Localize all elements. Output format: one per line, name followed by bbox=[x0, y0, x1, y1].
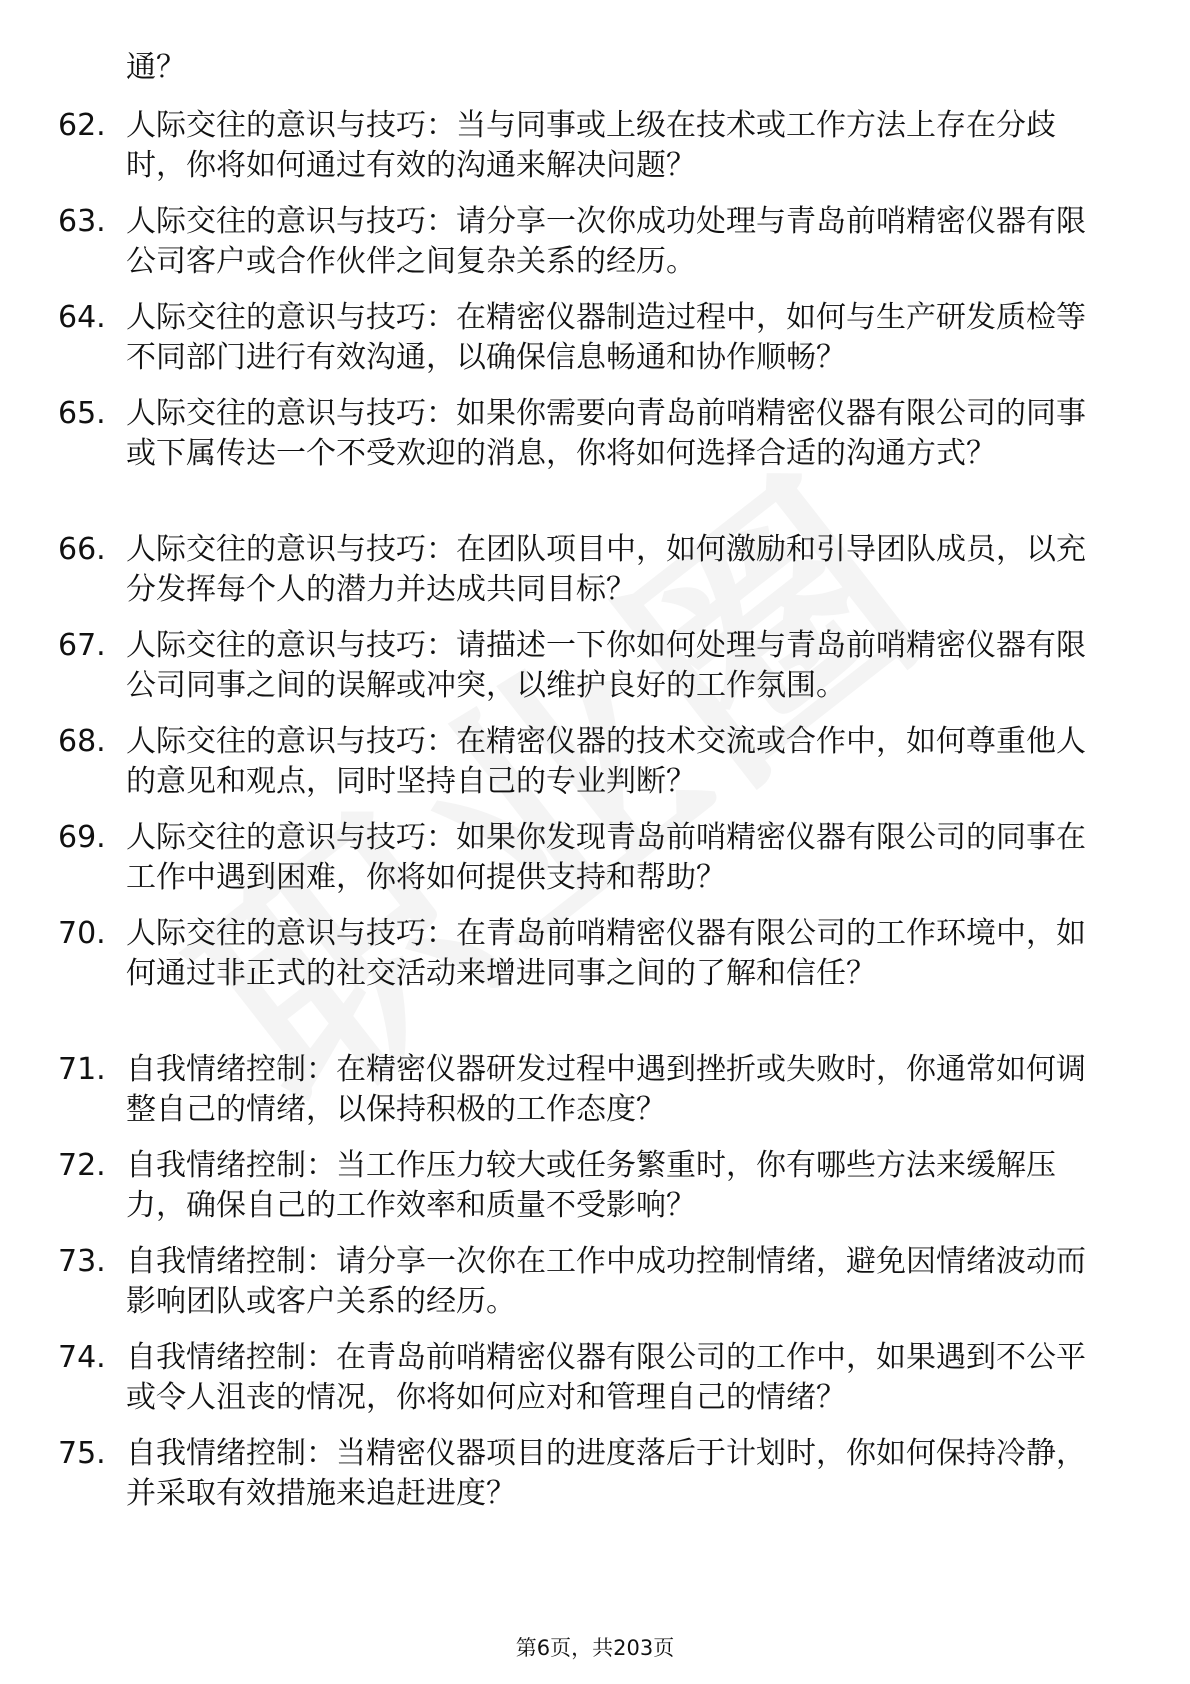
question-number: 72. bbox=[58, 1148, 106, 1183]
list-item bbox=[58, 106, 1108, 186]
continuation-line bbox=[58, 48, 1108, 88]
list-item bbox=[58, 1338, 1108, 1418]
question-text: 自我情绪控制：请分享一次你在工作中成功控制情绪，避免因情绪波动而影响团队或客户关系的经历。 bbox=[126, 1244, 1086, 1319]
question-text: 人际交往的意识与技巧：请分享一次你成功处理与青岛前哨精密仪器有限公司客户或合作伙伴之间复杂关系的经历。 bbox=[126, 204, 1086, 279]
question-number: 63. bbox=[58, 204, 106, 239]
question-text: 人际交往的意识与技巧：如果你需要向青岛前哨精密仪器有限公司的同事或下属传达一个不受欢迎的消息，你将如何选择合适的沟通方式？ bbox=[126, 396, 1086, 471]
question-number: 73. bbox=[58, 1244, 106, 1279]
list-item bbox=[58, 1242, 1108, 1322]
question-text: 人际交往的意识与技巧：在青岛前哨精密仪器有限公司的工作环境中，如何通过非正式的社交活动来增进同事之间的了解和信任？ bbox=[126, 916, 1086, 991]
question-text: 自我情绪控制：在青岛前哨精密仪器有限公司的工作中，如果遇到不公平或令人沮丧的情况，你将如何应对和管理自己的情绪？ bbox=[126, 1340, 1086, 1415]
question-number: 70. bbox=[58, 916, 106, 951]
question-number: 64. bbox=[58, 300, 106, 335]
question-number: 65. bbox=[58, 396, 106, 431]
list-item bbox=[58, 1434, 1108, 1514]
question-text: 人际交往的意识与技巧：如果你发现青岛前哨精密仪器有限公司的同事在工作中遇到困难，你将如何提供支持和帮助？ bbox=[126, 820, 1086, 895]
question-number: 71. bbox=[58, 1052, 106, 1087]
question-text: 自我情绪控制：在精密仪器研发过程中遇到挫折或失败时，你通常如何调整自己的情绪，以保持积极的工作态度？ bbox=[126, 1052, 1086, 1127]
list-item bbox=[58, 626, 1108, 706]
list-item bbox=[58, 1146, 1108, 1226]
question-number: 74. bbox=[58, 1340, 106, 1375]
question-text: 自我情绪控制：当精密仪器项目的进度落后于计划时，你如何保持冷静，并采取有效措施来追赶进度？ bbox=[126, 1436, 1086, 1511]
question-text: 人际交往的意识与技巧：在团队项目中，如何激励和引导团队成员，以充分发挥每个人的潜力并达成共同目标？ bbox=[126, 532, 1086, 607]
question-number: 69. bbox=[58, 820, 106, 855]
question-text: 人际交往的意识与技巧：当与同事或上级在技术或工作方法上存在分歧时，你将如何通过有效的沟通来解决问题？ bbox=[126, 108, 1056, 183]
list-item bbox=[58, 818, 1108, 898]
list-item bbox=[58, 914, 1108, 994]
question-number: 66. bbox=[58, 532, 106, 567]
question-text: 自我情绪控制：当工作压力较大或任务繁重时，你有哪些方法来缓解压力，确保自己的工作效率和质量不受影响？ bbox=[126, 1148, 1056, 1223]
question-text: 人际交往的意识与技巧：在精密仪器的技术交流或合作中，如何尊重他人的意见和观点，同时坚持自己的专业判断？ bbox=[126, 724, 1086, 799]
question-text: 人际交往的意识与技巧：在精密仪器制造过程中，如何与生产研发质检等不同部门进行有效沟通，以确保信息畅通和协作顺畅？ bbox=[126, 300, 1086, 375]
continuation-text: 通？ bbox=[126, 50, 186, 85]
list-item bbox=[58, 722, 1108, 802]
question-number: 62. bbox=[58, 108, 106, 143]
question-number: 75. bbox=[58, 1436, 106, 1471]
list-item bbox=[58, 394, 1108, 474]
page-footer: 第6页，共203页 bbox=[515, 1636, 675, 1660]
question-text: 人际交往的意识与技巧：请描述一下你如何处理与青岛前哨精密仪器有限公司同事之间的误解或冲突，以维护良好的工作氛围。 bbox=[126, 628, 1086, 703]
list-item bbox=[58, 298, 1108, 378]
question-number: 67. bbox=[58, 628, 106, 663]
question-number: 68. bbox=[58, 724, 106, 759]
list-item bbox=[58, 1050, 1108, 1130]
list-item bbox=[58, 530, 1108, 610]
list-item bbox=[58, 202, 1108, 282]
